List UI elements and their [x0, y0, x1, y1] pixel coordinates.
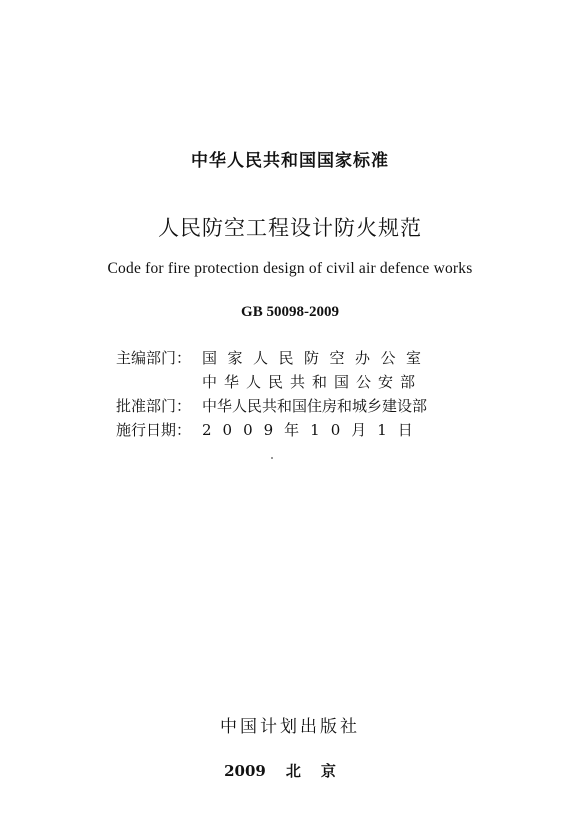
effective-date: 2009年10月1日 [202, 421, 424, 439]
approver-label: 批准部门： [116, 397, 192, 415]
editor-label: 主编部门： [116, 349, 192, 367]
editor-row [116, 346, 432, 370]
editor-1: 国家人民防空办公室 [202, 349, 432, 367]
scan-speck [271, 457, 273, 459]
title-chinese: 人民防空工程设计防火规范 [158, 216, 422, 240]
imprint [0, 760, 580, 781]
publication-info [116, 346, 432, 442]
effective-label: 施行日期： [116, 421, 192, 439]
editor-row-2 [116, 370, 432, 394]
standard-code: GB 50098-2009 [241, 304, 339, 320]
publisher: 中国计划出版社 [220, 717, 360, 737]
approver-row [116, 394, 432, 418]
title-english: Code for fire protection design of civil air defence works [107, 260, 473, 277]
publication-year: 2009 [224, 762, 266, 780]
approver: 中华人民共和国住房和城乡建设部 [202, 397, 428, 415]
effective-row [116, 418, 432, 442]
editor-2: 中华人民共和国公安部 [202, 373, 423, 391]
publication-city: 北京 [285, 762, 356, 780]
standard-type: 中华人民共和国国家标准 [191, 151, 389, 171]
